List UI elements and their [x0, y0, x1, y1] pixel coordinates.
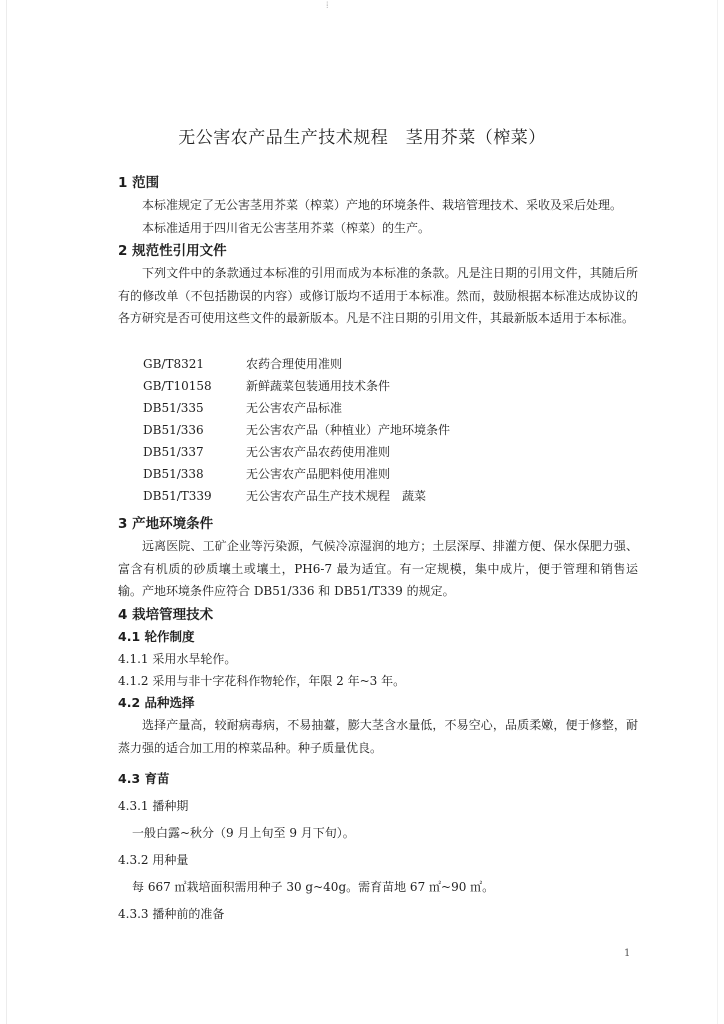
reference-name: 无公害农产品农药使用准则	[246, 445, 391, 459]
variety-heading: 4.2 品种选择	[118, 695, 195, 710]
reference-name: 无公害农产品生产技术规程 蔬菜	[246, 489, 427, 503]
sowing-period-heading: 4.3.1 播种期	[118, 799, 189, 813]
scope-paragraph-1: 本标准规定了无公害茎用芥菜（榨菜）产地的环境条件、栽培管理技术、采收及采后处理。	[142, 198, 623, 212]
rotation-heading: 4.1 轮作制度	[118, 629, 195, 644]
section-cultivation	[118, 604, 638, 759]
section-seedling	[118, 768, 638, 925]
sowing-period-text: 一般白露~秋分（9 月上旬至 9 月下旬）。	[132, 826, 355, 840]
page-number: 1	[624, 948, 631, 959]
scope-paragraph-2: 本标准适用于四川省无公害茎用芥菜（榨菜）的生产。	[142, 220, 431, 235]
reference-item	[143, 353, 643, 375]
reference-name: 农药合理使用准则	[246, 357, 343, 371]
reference-name: 无公害农产品标准	[246, 401, 343, 415]
reference-code: DB51/337	[143, 445, 204, 459]
scope-heading: 1 范围	[118, 175, 160, 191]
rotation-item-1: 4.1.1 采用水旱轮作。	[118, 652, 237, 666]
reference-name: 无公害农产品（种植业）产地环境条件	[246, 423, 451, 437]
reference-item	[143, 441, 643, 463]
reference-code: DB51/338	[143, 467, 204, 481]
section-environment	[118, 513, 638, 603]
reference-item	[143, 485, 643, 507]
seed-amount-text: 每 667 ㎡栽培面积需用种子 30 g~40g。需育苗地 67 ㎡~90 ㎡。	[132, 880, 495, 894]
reference-item	[143, 419, 643, 441]
rotation-item-2: 4.1.2 采用与非十字花科作物轮作，年限 2 年~3 年。	[118, 674, 406, 688]
reference-item	[143, 375, 643, 397]
reference-item	[143, 397, 643, 419]
references-intro: 下列文件中的条款通过本标准的引用而成为本标准的条款。凡是注日期的引用文件，其随后所有的修改单（不包括勘误的内容）或修订版均不适用于本标准。然而，鼓励根据本标准达成协议的各方研究是否可使用这些文件的最新版本。凡是不注日期的引用文件，其最新版本适用于本标准。	[118, 266, 638, 325]
document-title: 无公害农产品生产技术规程 茎用芥菜（榨菜）	[178, 128, 546, 148]
variety-paragraph: 选择产量高，较耐病毒病，不易抽薹，膨大茎含水量低，不易空心，品质柔嫩，便于修整，耐蒸力强的适合加工用的榨菜品种。种子质量优良。	[118, 718, 638, 755]
reference-name: 新鲜蔬菜包装通用技术条件	[246, 379, 391, 393]
section-references	[118, 240, 638, 330]
cultivation-heading: 4 栽培管理技术	[118, 607, 214, 623]
reference-code: DB51/335	[143, 401, 204, 415]
seed-amount-heading: 4.3.2 用种量	[118, 853, 189, 867]
pre-sowing-heading: 4.3.3 播种前的准备	[118, 907, 225, 921]
scan-mark: ⁞	[326, 1, 329, 11]
reference-list	[143, 353, 643, 507]
seedling-heading: 4.3 育苗	[118, 771, 170, 786]
reference-name: 无公害农产品肥料使用准则	[246, 467, 391, 481]
reference-code: GB/T8321	[143, 357, 204, 371]
scan-edge-right	[717, 0, 718, 1024]
reference-item	[143, 463, 643, 485]
scan-edge-left	[6, 0, 7, 1024]
reference-code: GB/T10158	[143, 379, 212, 393]
reference-code: DB51/336	[143, 423, 204, 437]
environment-heading: 3 产地环境条件	[118, 516, 214, 532]
environment-paragraph: 远离医院、工矿企业等污染源，气候冷凉湿润的地方；土层深厚、排灌方便、保水保肥力强、富含有机质的砂质壤土或壤土，PH6-7 最为适宜。有一定规模，集中成片，便于管理和销售运输。产地环境条件应符合 DB51/336 和 DB51/T339 的规定。	[118, 539, 638, 598]
references-heading: 2 规范性引用文件	[118, 243, 227, 259]
section-scope	[118, 172, 638, 239]
reference-code: DB51/T339	[143, 489, 212, 503]
